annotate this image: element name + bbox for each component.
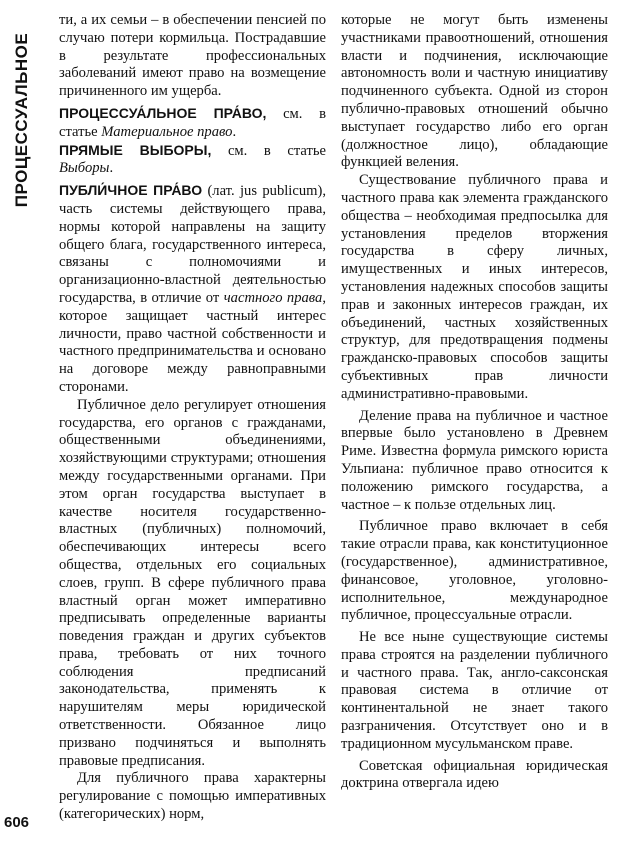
see-also-text: см. в статье bbox=[59, 105, 326, 140]
entry-definition-cont: , которое защищает частный интерес личности, право частной собственности и частного предпринимательства и основано на договоре между равноправными сторонами. bbox=[59, 289, 326, 395]
paragraph-continued: ти, а их семьи – в обеспечении пенсией по случаю потери кормильца. Пострадавшие в результате профессиональных заболеваний имеют право на возмещение причиненного им ущерба. bbox=[59, 12, 326, 100]
entry-public-law bbox=[59, 182, 326, 397]
page-number: 606 bbox=[4, 814, 30, 831]
paragraph: Существование публичного права и частного права как элемента гражданского общества – необходимая предпосылка для установления пределов вторжения государства в сферу личных, имущественных и иных интересов, установления надежных способов защиты прав и законных интересов граждан, их объединений, частных хозяйственных структур, для предотвращения подмены гражданско-правовых способов защиты субъективных прав личности административно-правовыми. bbox=[341, 172, 608, 402]
entry-direct-elections bbox=[59, 142, 326, 179]
paragraph: Публичное право включает в себя такие отрасли права, как конституционное (государственное), административное, финансовое, уголовное, уголовно-исполнительное, международное публичное, процессуальные отрасли. bbox=[341, 518, 608, 624]
entry-term: ПРЯМЫЕ ВЫБОРЫ, bbox=[59, 141, 212, 158]
punctuation: . bbox=[232, 123, 237, 140]
cross-reference: Материальное право bbox=[101, 123, 233, 140]
cross-reference: частного права bbox=[223, 289, 323, 306]
paragraph: Публичное дело регулирует отношения государства, его органов с гражданами, общественными объединениями, хозяйствующими структурами; отношения между государственными органами. При этом орган государства выступает в качестве носителя государственно-властных (публичных) полномочий, обеспечивающих интересы всего общества, отдельных его социальных слоев, групп. В сфере публичного права властный орган может императивно предписывать определенные варианты поведения граждан и других субъектов права, требовать от них точного соблюдения предписаний законодательства, применять к нарушителям меры юридической ответственности. Обязанное лицо призвано подчиняться и выполнять правовые предписания. bbox=[59, 396, 326, 769]
see-also-text: см. в статье bbox=[211, 142, 327, 159]
paragraph: Деление права на публичное и частное впервые было установлено в Древнем Риме. Известна формула римского юриста Ульпиана: публичное право относится к положению римского государства, а частное – к пользе отдельных лиц. bbox=[341, 407, 608, 513]
running-header-text: ПРОЦЕССУАЛЬНОЕ bbox=[12, 32, 31, 208]
left-column bbox=[59, 12, 326, 824]
cross-reference: Выборы bbox=[59, 160, 110, 177]
entry-procedural-law bbox=[59, 105, 326, 142]
paragraph: Советская официальная юридическая доктрина отвергала идею bbox=[341, 757, 608, 792]
paragraph: Не все ныне существующие системы права строятся на разделении публичного и частного права. Так, англо-саксонская правовая система в отличие от континентальной не знает такого разграничения. Отсутствует оно и в традиционном мусульманском праве. bbox=[341, 629, 608, 752]
right-column bbox=[341, 12, 608, 793]
punctuation: . bbox=[109, 160, 114, 177]
entry-definition: (лат. jus publicum), часть системы действующего права, нормы которой направлены на защиту общего блага, государственного интереса, связаны с полномочиями и организационно-властной деятельностью государства, в отличие от bbox=[59, 183, 326, 306]
paragraph-continued: которые не могут быть изменены участниками правоотношений, отношения власти и подчинения, исключающие автономность воли и частную инициативу подчиненного субъекта. Одной из сторон публично-правовых отношений обычно выступает государство либо его орган (должностное лицо), обладающие функцией веления. bbox=[341, 12, 608, 171]
running-header bbox=[0, 0, 44, 240]
entry-term: ПРОЦЕССУА́ЛЬНОЕ ПРА́ВО, bbox=[59, 104, 267, 121]
entry-term: ПУБЛИ́ЧНОЕ ПРА́ВО bbox=[59, 182, 203, 199]
paragraph: Для публичного права характерны регулирование с помощью императивных (категорических) норм, bbox=[59, 770, 326, 823]
